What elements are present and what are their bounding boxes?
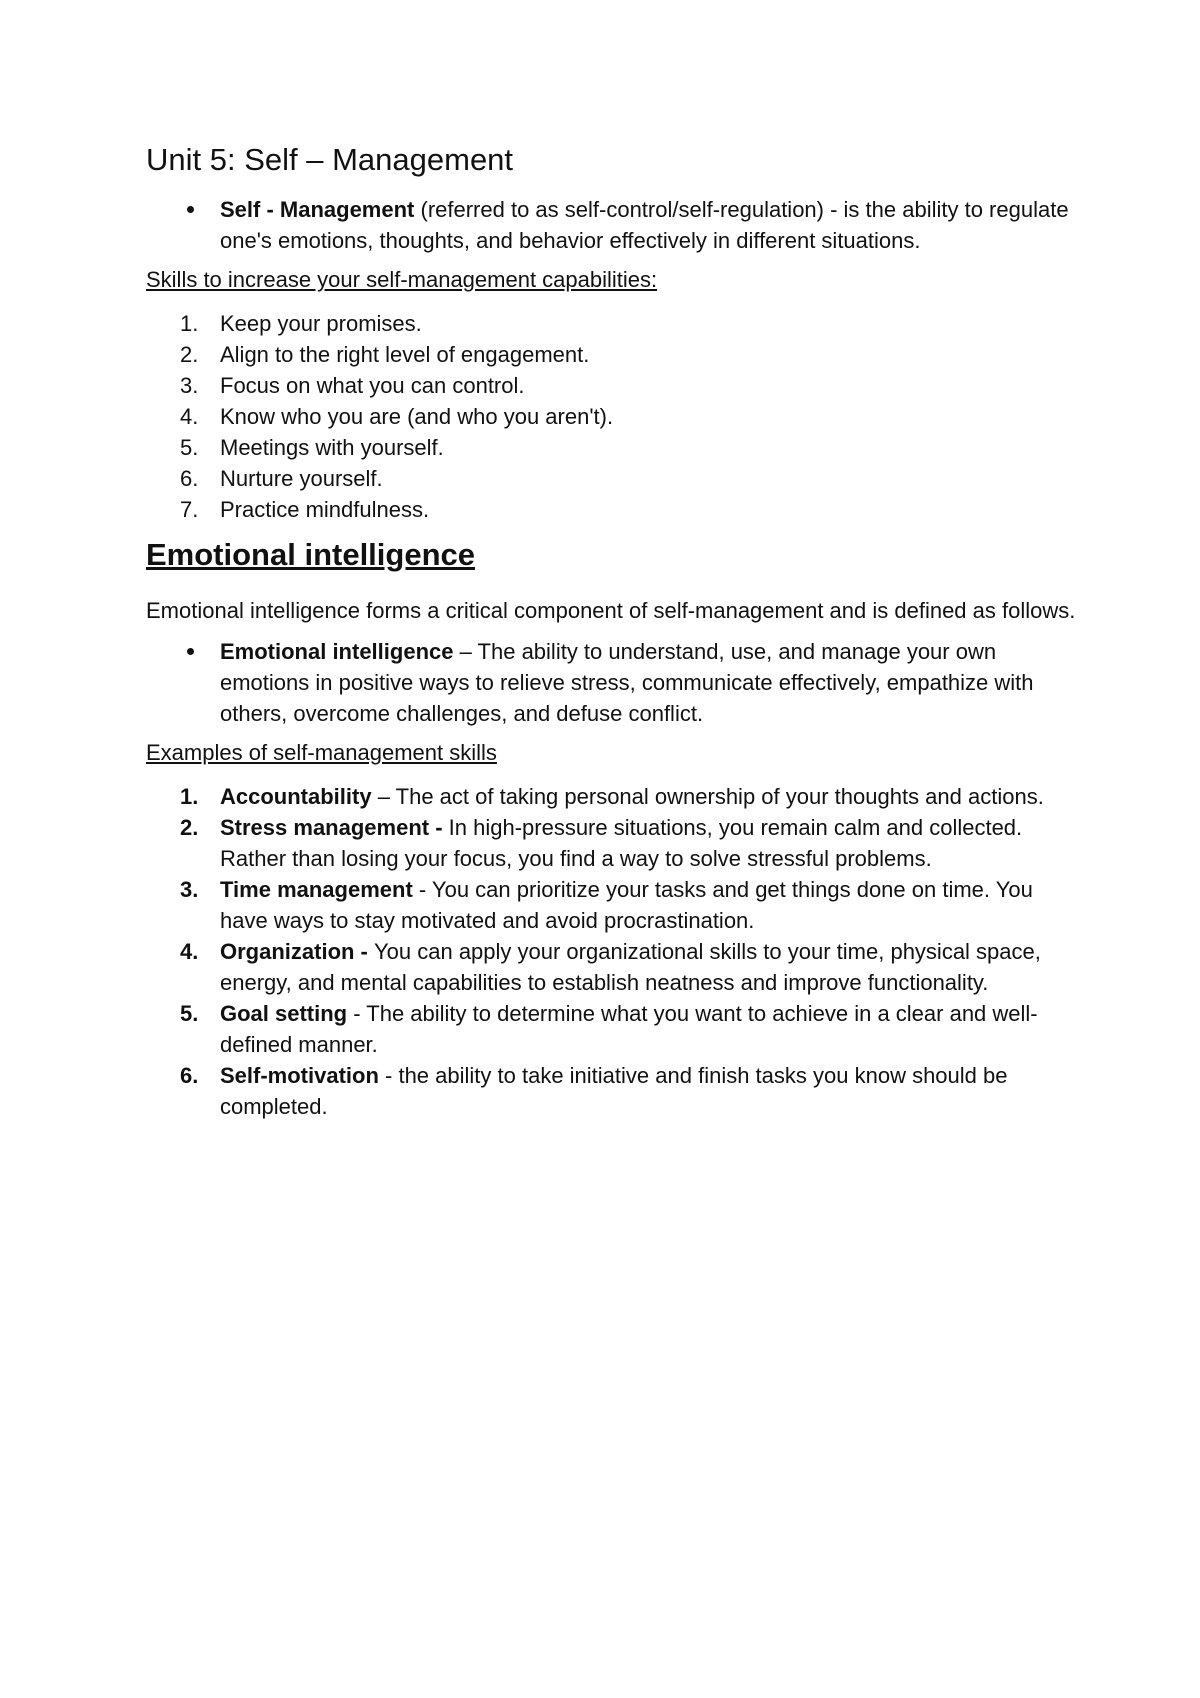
list-item xyxy=(146,936,1076,998)
skills-list xyxy=(146,308,1076,525)
list-number: 2. xyxy=(180,815,199,840)
list-item xyxy=(146,874,1076,936)
list-number: 6. xyxy=(180,1063,199,1088)
list-item xyxy=(146,339,1076,370)
list-term: Self-motivation xyxy=(220,1063,379,1088)
list-number: 4. xyxy=(180,404,199,429)
list-term: Goal setting xyxy=(220,1001,348,1026)
list-text: Practice mindfulness. xyxy=(220,497,430,522)
examples-heading: Examples of self-management skills xyxy=(146,740,497,765)
list-text: Nurture yourself. xyxy=(220,466,383,491)
definition-text: (referred to as self-control/self-regulation) - is the ability to regulate one's emotions, thoughts, and behavior effectively in different situations. xyxy=(220,197,1069,253)
list-text: - The ability to determine what you want to achieve in a clear and well-defined manner. xyxy=(220,1001,1038,1057)
bullet-icon xyxy=(187,206,194,213)
list-text: You can apply your organizational skills to your time, physical space, energy, and mental capabilities to establish neatness and improve functionality. xyxy=(220,939,1041,995)
ei-definition-text: – The ability to understand, use, and manage your own emotions in positive ways to relieve stress, communicate effectively, empathize with others, overcome challenges, and defuse conflict. xyxy=(220,639,1034,726)
list-item xyxy=(146,812,1076,874)
examples-list xyxy=(146,781,1076,1122)
list-item xyxy=(146,308,1076,339)
list-text: – The act of taking personal ownership of your thoughts and actions. xyxy=(371,784,1044,809)
list-text: Know who you are (and who you aren't). xyxy=(220,404,614,429)
list-term: Stress management - xyxy=(220,815,449,840)
ei-definition-list xyxy=(146,636,1076,729)
list-number: 5. xyxy=(180,435,199,460)
list-text: Meetings with yourself. xyxy=(220,435,444,460)
list-text: Align to the right level of engagement. xyxy=(220,342,590,367)
list-item xyxy=(146,494,1076,525)
list-text: Keep your promises. xyxy=(220,311,422,336)
document-page xyxy=(146,140,1076,1132)
list-item xyxy=(146,998,1076,1060)
list-term: Accountability xyxy=(220,784,372,809)
list-number: 2. xyxy=(180,342,199,367)
definition-list xyxy=(146,194,1076,256)
list-number: 1. xyxy=(180,784,199,809)
skills-heading: Skills to increase your self-management capabilities: xyxy=(146,267,658,292)
list-item xyxy=(146,401,1076,432)
list-text: In high-pressure situations, you remain calm and collected. Rather than losing your focus, you find a way to solve stressful problems. xyxy=(220,815,1023,871)
list-number: 7. xyxy=(180,497,199,522)
list-term: Organization - xyxy=(220,939,374,964)
ei-definition-term: Emotional intelligence xyxy=(220,639,454,664)
list-number: 3. xyxy=(180,373,199,398)
list-term: Time management xyxy=(220,877,413,902)
ei-definition-bullet xyxy=(146,636,1076,729)
list-text: Focus on what you can control. xyxy=(220,373,525,398)
list-text: - You can prioritize your tasks and get things done on time. You have ways to stay motivated and avoid procrastination. xyxy=(220,877,1033,933)
list-number: 6. xyxy=(180,466,199,491)
unit-title: Unit 5: Self – Management xyxy=(146,142,514,177)
list-text: - the ability to take initiative and finish tasks you know should be completed. xyxy=(220,1063,1008,1119)
list-number: 4. xyxy=(180,939,199,964)
list-item xyxy=(146,463,1076,494)
list-item xyxy=(146,370,1076,401)
list-item xyxy=(146,432,1076,463)
definition-term: Self - Management xyxy=(220,197,415,222)
list-item xyxy=(146,781,1076,812)
list-item xyxy=(146,1060,1076,1122)
list-number: 1. xyxy=(180,311,199,336)
ei-intro-paragraph: Emotional intelligence forms a critical component of self-management and is defined as follows. xyxy=(146,598,1076,623)
section-title: Emotional intelligence xyxy=(146,537,475,572)
list-number: 3. xyxy=(180,877,199,902)
definition-bullet xyxy=(146,194,1076,256)
bullet-icon xyxy=(187,648,194,655)
list-number: 5. xyxy=(180,1001,199,1026)
